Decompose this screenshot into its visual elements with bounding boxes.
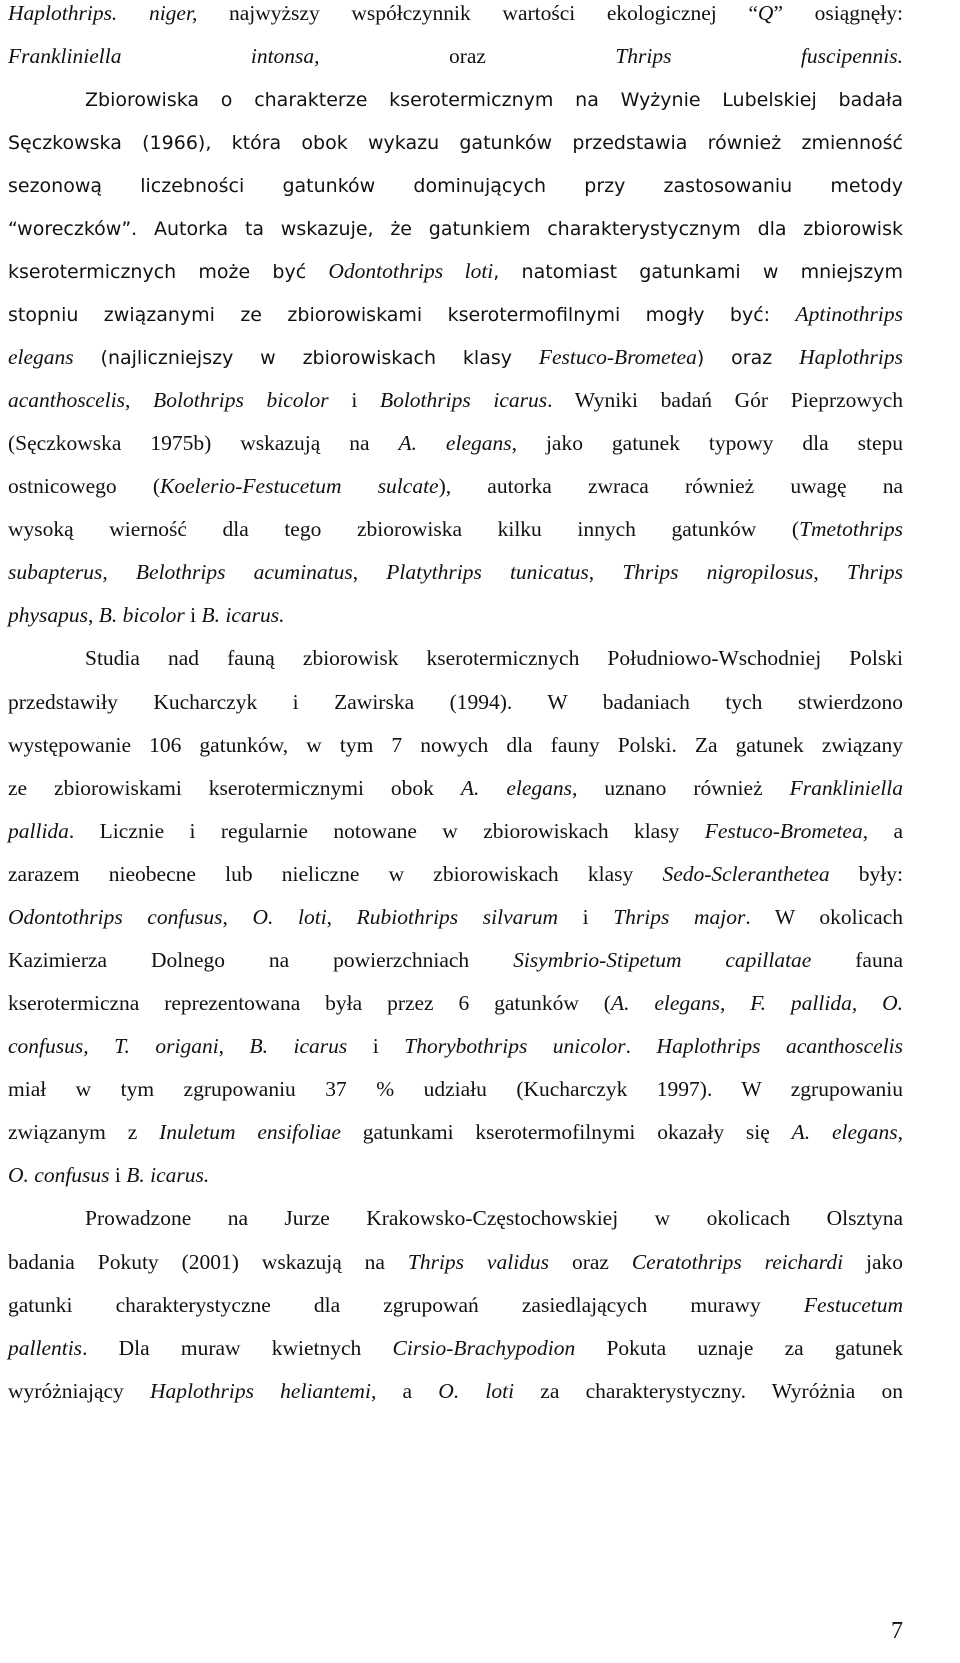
body-text: oraz [549,1250,632,1274]
species-name: Thrips major [613,905,746,929]
text-line [8,684,903,720]
species-name: Ceratothrips reichardi [631,1250,844,1274]
body-text: , [326,905,357,929]
species-name: confusus, T. origani, B. icarus [8,1034,348,1058]
text-line [8,1244,903,1280]
species-name: A. elegans, [791,1120,903,1144]
text-line [8,985,903,1021]
body-text: . Licznie i regularnie notowane w zbiorowiskach klasy [68,819,705,843]
body-text: gatunki charakterystyczne dla zgrupowań zasiedlających murawy [8,1293,804,1317]
body-text: wyróżniający [8,1379,151,1403]
body-text: . [625,1034,657,1058]
body-text: , [88,603,99,627]
text-line [8,253,903,289]
species-name: O. confusus [8,1163,110,1187]
body-text: , jako gatunek typowy dla stepu [511,431,903,455]
text-line [8,511,903,547]
text-line [8,856,903,892]
species-name: Platythrips tunicatus [386,560,589,584]
species-name: Koelerio-Festucetum sulcate [160,474,439,498]
body-text: fauna [811,948,903,972]
body-text: i [109,1163,127,1187]
species-name: Sisymbrio-Stipetum capillatae [513,948,812,972]
species-name: Festuco-Brometea [704,819,863,843]
species-name: O. loti [252,905,327,929]
body-text: Studia nad fauną zbiorowisk kserotermicznych Południowo-Wschodniej Polski [85,646,903,670]
body-text: ” osiągnęły: [773,1,904,25]
body-text: . Dla muraw kwietnych [82,1336,393,1360]
text-line [8,382,903,418]
species-name: Haplothrips heliantemi [150,1379,371,1403]
species-name: Cirsio-Brachypodion [392,1336,576,1360]
body-text: przedstawiły Kucharczyk i Zawirska (1994). W badaniach tych stwierdzono [8,690,903,714]
species-name: Haplothrips. niger, [8,1,198,25]
text-line [8,210,903,246]
body-text: najwyższy współczynnik wartości ekologicznej “ [197,1,758,25]
body-text: , natomiast gatunkami w mniejszym [493,261,904,283]
text-line [8,1200,903,1236]
body-text: , [588,560,623,584]
text-line [8,425,903,461]
body-text: wysoką wierność dla tego zbiorowiska kilku innych gatunków ( [8,517,800,541]
body-text: ) oraz [696,347,800,369]
text-line [8,1287,903,1323]
body-text: . W okolicach [745,905,903,929]
species-name: A. elegans [398,431,512,455]
species-name: subapterus [8,560,103,584]
species-name: B. bicolor [98,603,185,627]
text-line [8,1028,903,1064]
species-name: Festuco-Brometea [538,345,697,369]
text-line [8,942,903,978]
text-line [8,339,903,375]
body-text: , uznano również [572,776,790,800]
text-line [8,124,903,160]
body-text: gatunkami kserotermofilnymi okazały się [340,1120,792,1144]
body-text: ), autorka zwraca również uwagę na [438,474,903,498]
text-line [8,1157,903,1193]
body-text: sezonową liczebności gatunków dominujących przy zastosowaniu metody [8,175,903,197]
species-name: Rubiothrips silvarum [356,905,559,929]
body-text: były: [829,862,903,886]
text-line [8,813,903,849]
body-text: (Sęczkowska 1975b) wskazują na [8,431,399,455]
species-name: Bolothrips icarus [379,388,548,412]
body-text: , [125,388,154,412]
body-text: Zbiorowiska o charakterze kserotermicznym na Wyżynie Lubelskiej badała [85,89,903,111]
species-name: B. icarus. [201,603,285,627]
species-name: Haplothrips [799,345,903,369]
text-line [8,554,903,590]
species-name: Odontothrips loti [328,259,494,283]
species-name: Frankliniella [789,776,904,800]
body-text: kserotermicznych może być [8,261,329,283]
body-text: , [222,905,253,929]
body-text: i [347,1034,405,1058]
species-name: A. elegans, F. pallida, O. [610,991,903,1015]
text-line [8,1373,903,1409]
text-line [8,0,903,31]
species-name: Festucetum [803,1293,903,1317]
species-name: Frankliniella intonsa, [8,44,320,68]
species-name: Sedo-Scleranthetea [662,862,830,886]
text-line [8,727,903,763]
species-name: elegans [8,345,74,369]
species-name: B. icarus. [126,1163,210,1187]
body-text: , a [862,819,904,843]
body-text: Pokuta uznaje za gatunek [575,1336,903,1360]
species-name: Thrips nigropilosus [622,560,814,584]
body-text: “woreczków”. Autorka ta wskazuje, że gatunkiem charakterystycznym dla zbiorowisk [8,218,903,240]
species-name: A. elegans [460,776,573,800]
body-text: ze zbiorowiskami kserotermicznymi obok [8,776,461,800]
body-text: i [184,603,202,627]
body-text: ostnicowego ( [8,474,161,498]
body-text: za charakterystyczny. Wyróżnia on [514,1379,903,1403]
species-name: pallida [8,819,69,843]
body-text: oraz [319,44,616,68]
body-text: , [813,560,847,584]
species-name: Bolothrips bicolor [153,388,329,412]
page-number: 7 [891,1618,903,1644]
body-text: i [558,905,614,929]
species-name: Belothrips acuminatus [135,560,353,584]
species-name: Thrips validus [407,1250,550,1274]
species-name: Thorybothrips unicolor [404,1034,626,1058]
species-name: Thrips fuscipennis. [615,44,903,68]
text-line [8,1071,903,1107]
species-name: pallentis [8,1336,83,1360]
species-name: Q [757,1,774,25]
body-text: , [352,560,387,584]
text-line [8,296,903,332]
body-text: Sęczkowska (1966), która obok wykazu gatunków przedstawia również zmienność [8,132,903,154]
body-text: , [102,560,136,584]
body-text: Kazimierza Dolnego na powierzchniach [8,948,514,972]
body-text: występowanie 106 gatunków, w tym 7 nowych dla fauny Polski. Za gatunek związany [8,733,903,757]
text-line [8,38,903,74]
species-name: Aptinothrips [795,302,903,326]
text-line [8,770,903,806]
text-line [8,597,903,633]
species-name: Haplothrips acanthoscelis [656,1034,904,1058]
body-text: (najliczniejszy w zbiorowiskach klasy [73,347,539,369]
text-line [8,640,903,676]
species-name: Tmetothrips [799,517,903,541]
text-line [8,81,903,117]
body-text: kserotermiczna reprezentowana była przez 6 gatunków ( [8,991,611,1015]
body-text: , a [370,1379,439,1403]
text-line [8,899,903,935]
species-name: physapus [8,603,89,627]
text-line [8,1114,903,1150]
body-text: jako [843,1250,903,1274]
species-name: Odontothrips confusus [8,905,223,929]
text-line [8,468,903,504]
species-name: Inuletum ensifoliae [159,1120,341,1144]
body-text: . Wyniki badań Gór Pieprzowych [547,388,903,412]
species-name: O. loti [438,1379,515,1403]
body-text: zarazem nieobecne lub nieliczne w zbiorowiskach klasy [8,862,663,886]
species-name: Thrips [846,560,904,584]
body-text: związanym z [8,1120,160,1144]
body-text: Prowadzone na Jurze Krakowsko-Częstochowskiej w okolicach Olsztyna [85,1206,903,1230]
body-text: i [328,388,380,412]
body-text: stopniu związanymi ze zbiorowiskami kserotermofilnymi mogły być: [8,304,796,326]
text-line [8,1330,903,1366]
text-line [8,167,903,203]
species-name: acanthoscelis [8,388,126,412]
body-text: badania Pokuty (2001) wskazują na [8,1250,408,1274]
body-text: miał w tym zgrupowaniu 37 % udziału (Kucharczyk 1997). W zgrupowaniu [8,1077,903,1101]
